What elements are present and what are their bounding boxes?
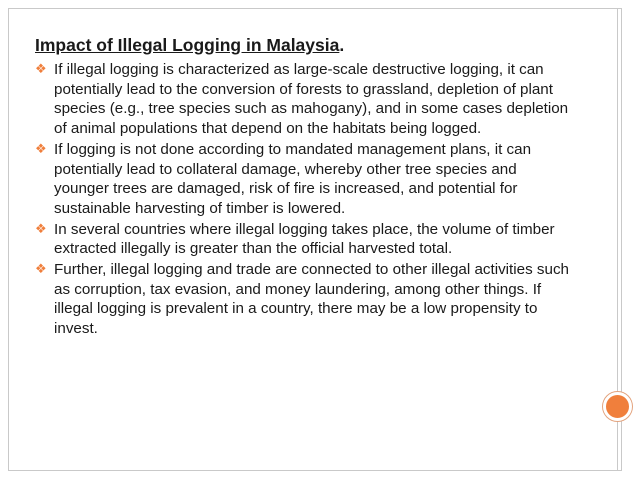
bullet-item — [35, 140, 575, 219]
bullet-item — [35, 220, 575, 259]
bullet-text: Further, illegal logging and trade are connected to other illegal activities such as corruption, tax evasion, and money laundering, among other things. If illegal logging is prevalent in a country, there may be a low propensity to invest. — [54, 261, 569, 338]
bullet-text: In several countries where illegal logging takes place, the volume of timber extracted illegally is greater than the official harvested total. — [54, 220, 555, 258]
bullet-text: If illegal logging is characterized as large-scale destructive logging, it can potentially lead to the conversion of forests to grassland, depletion of plant species (e.g., tree species such as mahogany), and in some cases depletion of animal populations that depend on the habitats being logged. — [54, 61, 569, 138]
orange-diamond-bullet-icon: ❖ — [35, 262, 47, 278]
orange-diamond-bullet-icon: ❖ — [35, 221, 47, 237]
bullet-text: If logging is not done according to mandated management plans, it can potentially lead to collateral damage, whereby other tree species and younger trees are damaged, risk of fire is increased, and potential for sustainable harvesting of timber is lowered. — [54, 140, 532, 217]
bullet-item — [35, 260, 575, 339]
bullet-list — [35, 60, 575, 340]
slide-title-period: . — [339, 35, 345, 55]
bullet-item — [35, 60, 575, 139]
slide-title — [35, 35, 344, 55]
orange-diamond-bullet-icon: ❖ — [35, 62, 47, 77]
orange-diamond-bullet-icon: ❖ — [35, 141, 47, 157]
orange-circle-accent — [603, 392, 632, 421]
slide-title-text: Impact of Illegal Logging in Malaysia — [35, 35, 340, 55]
